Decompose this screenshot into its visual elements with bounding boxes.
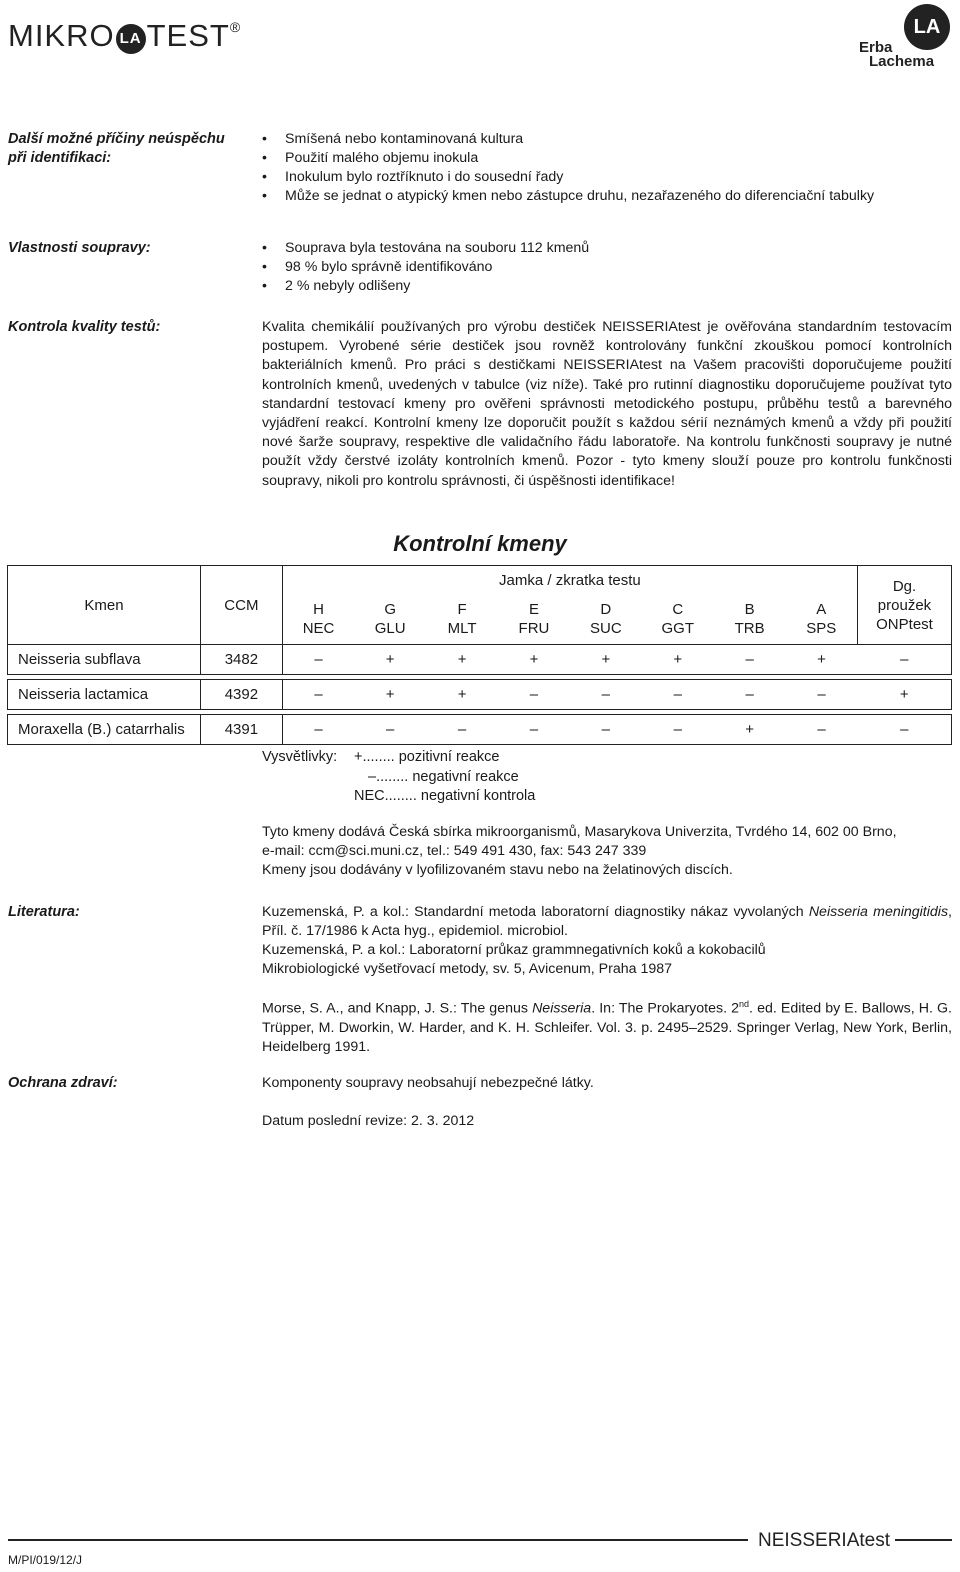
- col-header-test: H NEC: [282, 594, 354, 645]
- reference-item: Morse, S. A., and Knapp, J. S.: The genus Neisseria. In: The Prokaryotes. 2nd. ed. Edited by E. Ballows, H. G. Trüpper, M. Dworkin, W. Harder, and K. H. Schleifer. Vol. 3. p. 2495–2529. Springer Verlag, New York, Berlin, Heidelberg 1991.: [262, 999, 952, 1055]
- supplier-text: Tyto kmeny dodává Česká sbírka mikroorganismů, Masarykova Univerzita, Tvrdého 14, 602 00 Brno, e-mail: ccm@sci.muni.cz, tel.: 549 491 430, fax: 543 247 339 Kmeny jsou dodávány v lyofilizovaném stavu nebo na želatinových discích.: [262, 824, 897, 878]
- table-row: Neisseria subflava 3482 – + + + + + – + –: [8, 645, 952, 675]
- kit-label: Vlastnosti soupravy:: [8, 240, 151, 256]
- list-item: • Smíšená nebo kontaminovaná kultura: [262, 130, 952, 149]
- footer-divider: [8, 1539, 748, 1541]
- la-logo-icon: LA: [116, 24, 146, 54]
- brand-logo-mikrolatest: MIKRO LA TEST®: [8, 18, 242, 53]
- list-item: • Souprava byla testována na souboru 112 kmenů: [262, 239, 952, 258]
- legend: Vysvětlivky: +........ pozitivní reakce –........ negativní reakce NEC........ negativní kontrola: [262, 749, 536, 804]
- literature-refs: [262, 903, 952, 1057]
- quality-label: Kontrola kvality testů:: [8, 319, 161, 335]
- literature-label: Literatura:: [8, 904, 80, 920]
- health-label: Ochrana zdraví:: [8, 1075, 118, 1091]
- revision-date: Datum poslední revize: 2. 3. 2012: [262, 1113, 475, 1129]
- list-item: • 98 % bylo správně identifikováno: [262, 258, 952, 277]
- brand-logo-erba-lachema: LA Erba Lachema: [857, 4, 952, 70]
- col-header-ccm: CCM: [200, 566, 282, 645]
- reference-item: Kuzemenská, P. a kol.: Laboratorní průkaz grammnegativních koků a kokobacilů Mikrobiologické vyšetřovací metody, sv. 5, Avicenum, Praha 1987: [262, 942, 766, 977]
- table-title: Kontrolní kmeny: [393, 531, 567, 556]
- footer-divider: [895, 1539, 952, 1541]
- health-text: Komponenty soupravy neobsahují nebezpečné látky.: [262, 1075, 594, 1091]
- col-header-test: A SPS: [786, 594, 858, 645]
- list-item: • 2 % nebyly odlišeny: [262, 277, 952, 296]
- col-header-test: D SUC: [570, 594, 642, 645]
- failure-list: [262, 130, 952, 206]
- control-strains-table: [7, 565, 952, 745]
- col-header-dg: Dg. proužek ONPtest: [857, 566, 951, 645]
- col-header-test: E FRU: [498, 594, 570, 645]
- footer-product-name: NEISSERIAtest: [758, 1530, 890, 1551]
- list-item: • Inokulum bylo roztříknuto i do sousední řady: [262, 168, 952, 187]
- la-circle-icon: LA: [904, 4, 950, 50]
- list-item: • Může se jednat o atypický kmen nebo zástupce druhu, nezařazeného do diferenciační tabulky: [262, 187, 952, 206]
- col-header-test: F MLT: [426, 594, 498, 645]
- failure-label: Další možné příčiny neúspěchu při identifikaci:: [8, 131, 225, 166]
- col-header-group: Jamka / zkratka testu: [282, 566, 857, 595]
- footer-doc-code: M/PI/019/12/J: [8, 1553, 83, 1567]
- col-header-test: B TRB: [714, 594, 786, 645]
- kit-list: [262, 239, 952, 296]
- quality-text: Kvalita chemikálií používaných pro výrobu destiček NEISSERIAtest je ověřována standardním testovacím postupem. Vyrobené série destiček jsou rovněž kontrolovány funkční zkouškou pomocí kontrolních bakteriálních kmenů. Pro práci s destičkami NEISSERIAtest na Vašem pracovišti doporučujeme použití kontrolních kmenů, uvedených v tabulce (viz níže). Také pro rutinní diagnostiku doporučujeme používat tyto standardní testovací kmeny pro ověřeni správnosti metodického postupu, průběhu testů a barevného vyjádření reakcí. Kontrolní kmeny lze doporučit použít s každou sérií neznámých kmenů a vždy při použití nové šarže soupravy, respektive dle validačního řádu laboratoře. Na kontrolu funkčnosti soupravy je nutné použít vždy čerstvé izoláty kontrolních kmenů. Pozor - tyto kmeny slouží pouze pro kontrolu funkčnosti soupravy, nikoli pro kontrolu správnosti, či úspěšnosti identifikace!: [262, 319, 952, 489]
- legend-title: Vysvětlivky:: [262, 749, 338, 765]
- col-header-test: C GGT: [642, 594, 714, 645]
- table-row: Moraxella (B.) catarrhalis 4391 – – – – – – + – –: [8, 715, 952, 745]
- col-header-kmen: Kmen: [8, 566, 201, 645]
- list-item: • Použití malého objemu inokula: [262, 149, 952, 168]
- reference-item: Kuzemenská, P. a kol.: Standardní metoda laboratorní diagnostiky nákaz vyvolaných Neisseria meningitidis, Příl. č. 17/1986 k Acta hyg., epidemiol. microbiol.: [262, 904, 952, 939]
- col-header-test: G GLU: [354, 594, 426, 645]
- table-row: Neisseria lactamica 4392 – + + – – – – – +: [8, 680, 952, 710]
